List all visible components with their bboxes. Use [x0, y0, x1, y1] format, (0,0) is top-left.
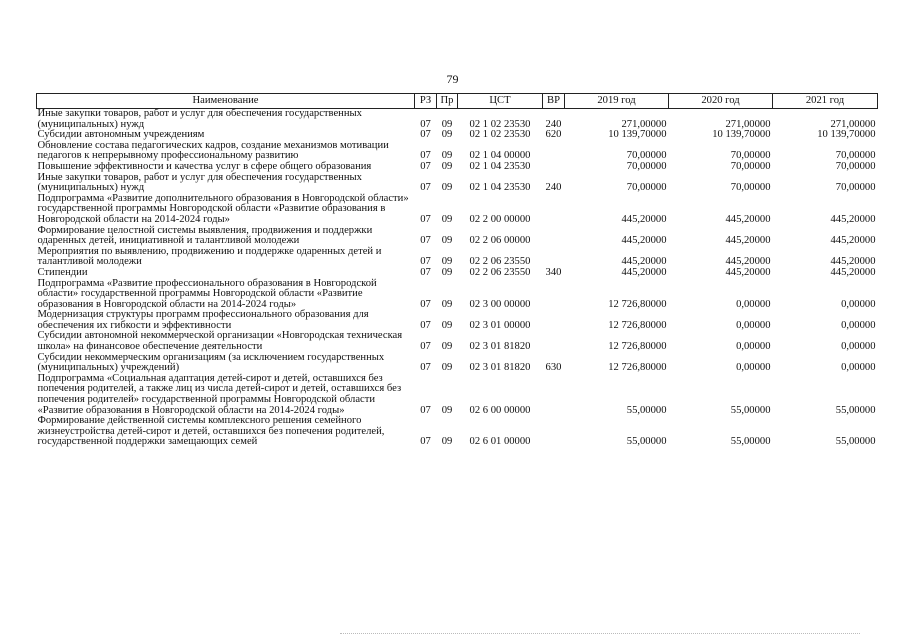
table-row	[37, 194, 878, 226]
row-value-2019: 70,00000	[626, 150, 667, 162]
table-row	[37, 331, 878, 352]
row-value-2020: 0,00000	[736, 319, 771, 331]
row-value-2019: 12 726,80000	[608, 319, 667, 331]
row-pr: 09	[441, 298, 453, 310]
header-vr: ВР	[543, 94, 565, 109]
row-value-2019: 445,20000	[621, 235, 667, 247]
row-rz: 07	[420, 150, 431, 162]
row-rz: 07	[420, 235, 431, 247]
row-name: Стипендии	[37, 266, 88, 278]
row-vr	[543, 194, 565, 226]
row-vr: 630	[545, 362, 562, 374]
row-pr: 09	[441, 341, 453, 353]
row-cst: 02 6 00 00000	[469, 404, 531, 416]
row-name: Субсидии автономной некоммерческой организации «Новгородская техническая школа» на финансовое обеспечение деятельности	[37, 330, 403, 353]
row-value-2021: 271,00000	[830, 118, 876, 130]
row-cst: 02 2 06 23550	[469, 266, 531, 278]
row-value-2020: 70,00000	[730, 182, 771, 194]
row-rz: 07	[420, 404, 431, 416]
row-value-2020: 70,00000	[730, 150, 771, 162]
row-name: Формирование действенной системы комплексного решения семейного жизнеустройства детей-сирот и детей, оставшихся без попечения родителей, государственной поддержки замещающих семей	[37, 415, 385, 448]
row-value-2019: 12 726,80000	[608, 341, 667, 353]
row-pr: 09	[441, 182, 453, 194]
row-pr: 09	[441, 129, 453, 141]
scan-artifact-line	[340, 633, 860, 635]
row-value-2021: 70,00000	[835, 182, 876, 194]
row-pr: 09	[441, 404, 453, 416]
row-name: Формирование целостной системы выявления, продвижения и поддержки одаренных детей, инициативной и талантливой молодежи	[37, 224, 373, 247]
row-cst: 02 1 04 23530	[469, 160, 531, 172]
header-2019: 2019 год	[565, 94, 669, 109]
row-value-2019: 55,00000	[626, 436, 667, 448]
row-value-2021: 445,20000	[830, 266, 876, 278]
row-value-2019: 445,20000	[621, 213, 667, 225]
row-name: Обновление состава педагогических кадров, создание механизмов мотивации педагогов к непрерывному профессиональному развитию	[37, 139, 389, 162]
row-pr: 09	[441, 213, 453, 225]
row-rz: 07	[420, 182, 431, 194]
row-vr	[543, 310, 565, 331]
table-header-row	[37, 94, 878, 109]
row-value-2019: 271,00000	[621, 118, 667, 130]
row-vr: 340	[545, 266, 562, 278]
row-vr	[543, 331, 565, 352]
row-name: Подпрограмма «Социальная адаптация детей-сирот и детей, оставшихся без попечения родителей, а также лиц из числа детей-сирот и детей, оставшихся без попечения родителей» государственной программы Новгородской области «Развитие образования в Новгородской области на 2014-2024 годы»	[37, 372, 402, 416]
row-rz: 07	[420, 266, 431, 278]
row-vr	[543, 226, 565, 247]
table-row	[37, 109, 878, 131]
row-vr	[543, 374, 565, 416]
row-name: Мероприятия по выявлению, продвижению и поддержке одаренных детей и талантливой молодежи	[37, 245, 382, 268]
row-name: Иные закупки товаров, работ и услуг для обеспечения государственных (муниципальных) нужд	[37, 171, 362, 194]
row-value-2020: 445,20000	[725, 235, 771, 247]
row-value-2021: 0,00000	[841, 362, 876, 374]
table-row	[37, 247, 878, 268]
row-pr: 09	[441, 362, 453, 374]
row-value-2019: 12 726,80000	[608, 298, 667, 310]
table-row	[37, 353, 878, 374]
page-number: 79	[446, 72, 459, 86]
table-row	[37, 226, 878, 247]
row-rz: 07	[420, 298, 431, 310]
row-vr	[543, 416, 565, 448]
row-rz: 07	[420, 129, 431, 141]
row-cst: 02 3 01 81820	[469, 341, 531, 353]
table-row	[37, 310, 878, 331]
row-value-2019: 445,20000	[621, 266, 667, 278]
row-value-2019: 70,00000	[626, 182, 667, 194]
row-value-2020: 445,20000	[725, 213, 771, 225]
row-cst: 02 2 00 00000	[469, 213, 531, 225]
header-pr: Пр	[437, 94, 458, 109]
row-vr: 240	[545, 118, 562, 130]
row-cst: 02 1 02 23530	[469, 118, 531, 130]
row-value-2021: 445,20000	[830, 235, 876, 247]
row-cst: 02 1 02 23530	[469, 129, 531, 141]
row-value-2020: 445,20000	[725, 256, 771, 268]
table-row	[37, 279, 878, 311]
row-cst: 02 3 00 00000	[469, 298, 531, 310]
row-value-2021: 55,00000	[835, 404, 876, 416]
row-vr	[543, 247, 565, 268]
row-rz: 07	[420, 362, 431, 374]
row-cst: 02 1 04 00000	[469, 150, 531, 162]
row-value-2020: 70,00000	[730, 160, 771, 172]
row-vr	[543, 279, 565, 311]
row-cst: 02 2 06 00000	[469, 235, 531, 247]
header-name: Наименование	[37, 94, 415, 109]
row-name: Подпрограмма «Развитие профессионального образования в Новгородской области» государственной программы Новгородской области «Развитие образования в Новгородской области на 2014-2024 годы»	[37, 277, 377, 310]
row-value-2020: 0,00000	[736, 362, 771, 374]
table-row	[37, 173, 878, 194]
row-rz: 07	[420, 160, 431, 172]
table-row	[37, 162, 878, 173]
row-rz: 07	[420, 118, 431, 130]
row-value-2020: 445,20000	[725, 266, 771, 278]
row-value-2019: 12 726,80000	[608, 362, 667, 374]
header-rz: РЗ	[415, 94, 437, 109]
row-value-2021: 0,00000	[841, 298, 876, 310]
budget-table	[36, 93, 878, 448]
row-vr	[543, 141, 565, 162]
header-2020: 2020 год	[669, 94, 773, 109]
header-2021: 2021 год	[773, 94, 878, 109]
row-rz: 07	[420, 256, 431, 268]
row-value-2020: 55,00000	[730, 436, 771, 448]
row-value-2021: 0,00000	[841, 341, 876, 353]
row-value-2021: 70,00000	[835, 150, 876, 162]
row-name: Субсидии некоммерческим организациям (за исключением государственных (муниципальных) учреждений)	[37, 351, 385, 374]
row-pr: 09	[441, 319, 453, 331]
row-value-2020: 271,00000	[725, 118, 771, 130]
row-rz: 07	[420, 213, 431, 225]
row-name: Субсидии автономным учреждениям	[37, 129, 205, 141]
table-row	[37, 374, 878, 416]
row-pr: 09	[441, 118, 453, 130]
row-cst: 02 1 04 23530	[469, 182, 531, 194]
row-value-2021: 10 139,70000	[817, 129, 876, 141]
row-value-2021: 0,00000	[841, 319, 876, 331]
row-value-2020: 0,00000	[736, 298, 771, 310]
row-name: Повышение эффективности и качества услуг в сфере общего образования	[37, 160, 372, 172]
row-value-2021: 70,00000	[835, 160, 876, 172]
row-vr: 620	[545, 129, 562, 141]
row-vr: 240	[545, 182, 562, 194]
row-value-2019: 10 139,70000	[608, 129, 667, 141]
row-pr: 09	[441, 436, 453, 448]
row-pr: 09	[441, 256, 453, 268]
row-value-2020: 10 139,70000	[712, 129, 771, 141]
row-vr	[543, 162, 565, 173]
row-name: Модернизация структуры программ профессионального образования для обеспечения их гибкости и эффективности	[37, 309, 369, 331]
row-cst: 02 3 01 81820	[469, 362, 531, 374]
row-value-2019: 55,00000	[626, 404, 667, 416]
row-name: Подпрограмма «Развитие дополнительного образования в Новгородской области» государственной программы Новгородской области «Развитие образования в Новгородской области на 2014-2024 годы»	[37, 192, 409, 225]
row-name: Иные закупки товаров, работ и услуг для обеспечения государственных (муниципальных) нужд	[37, 108, 362, 130]
row-pr: 09	[441, 160, 453, 172]
header-cst: ЦСТ	[458, 94, 543, 109]
row-cst: 02 6 01 00000	[469, 436, 531, 448]
row-rz: 07	[420, 319, 431, 331]
row-value-2020: 55,00000	[730, 404, 771, 416]
row-value-2019: 445,20000	[621, 256, 667, 268]
table-row	[37, 268, 878, 279]
table-row	[37, 141, 878, 162]
table-body	[37, 109, 878, 449]
row-pr: 09	[441, 266, 453, 278]
row-value-2021: 55,00000	[835, 436, 876, 448]
row-rz: 07	[420, 436, 431, 448]
row-value-2019: 70,00000	[626, 160, 667, 172]
row-value-2021: 445,20000	[830, 213, 876, 225]
row-cst: 02 2 06 23550	[469, 256, 531, 268]
table-row	[37, 416, 878, 448]
row-rz: 07	[420, 341, 431, 353]
row-pr: 09	[441, 150, 453, 162]
row-pr: 09	[441, 235, 453, 247]
row-cst: 02 3 01 00000	[469, 319, 531, 331]
row-value-2020: 0,00000	[736, 341, 771, 353]
row-value-2021: 445,20000	[830, 256, 876, 268]
